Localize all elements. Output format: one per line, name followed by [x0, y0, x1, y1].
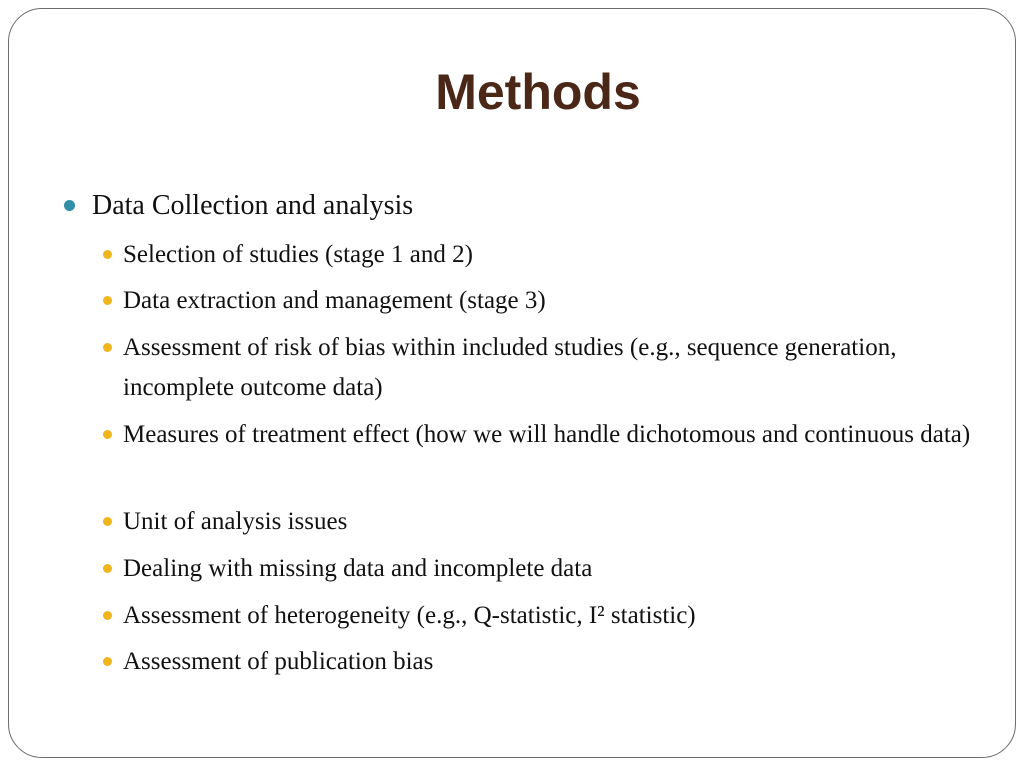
slide-title: Methods	[435, 64, 641, 120]
sub-bullet-selection-of-studies: Selection of studies (stage 1 and 2)	[123, 241, 473, 268]
bullet-dot-level2	[103, 657, 112, 666]
bullet-dot-level2	[103, 250, 112, 259]
bullet-dot-level2	[103, 296, 112, 305]
bullet-dot-level2	[103, 430, 112, 439]
sub-bullet-publication-bias: Assessment of publication bias	[123, 648, 434, 675]
bullet-main: Data Collection and analysis	[92, 190, 414, 221]
bullet-dot-level2	[103, 517, 112, 526]
sub-bullet-missing-data: Dealing with missing data and incomplete data	[123, 555, 593, 582]
bullet-dot-level2	[103, 343, 112, 352]
bullet-dot-level2	[103, 611, 112, 620]
sub-bullet-unit-of-analysis: Unit of analysis issues	[123, 508, 348, 535]
sub-bullet-data-extraction: Data extraction and management (stage 3)	[123, 287, 546, 314]
sub-bullet-heterogeneity: Assessment of heterogeneity (e.g., Q-statistic, I² statistic)	[123, 602, 696, 629]
sub-bullet-risk-of-bias: Assessment of risk of bias within included studies (e.g., sequence generation, incomplete outcome data)	[123, 334, 897, 401]
sub-bullet-treatment-effect: Measures of treatment effect (how we will handle dichotomous and continuous data)	[123, 421, 971, 448]
bullet-dot-level2	[103, 564, 112, 573]
bullet-dot-level1	[64, 200, 75, 211]
